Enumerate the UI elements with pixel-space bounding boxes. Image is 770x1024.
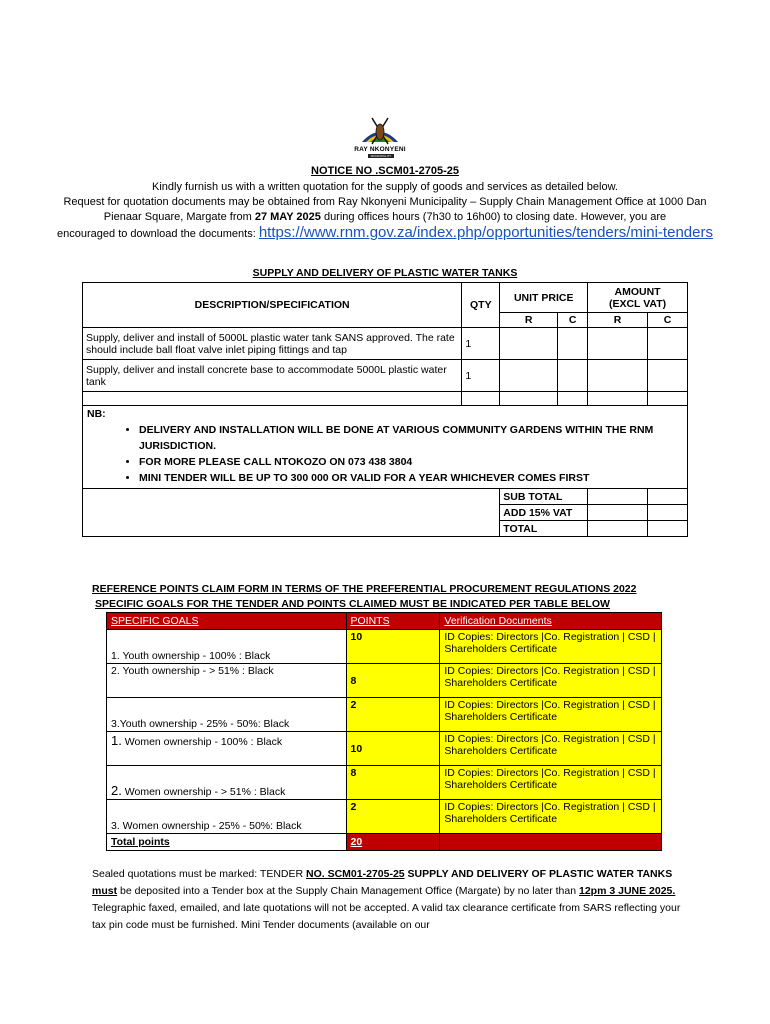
intro-text: encouraged to download the documents:: [57, 228, 259, 240]
header-amount-r: R: [588, 313, 648, 328]
header-amount-c: C: [648, 313, 688, 328]
footer-text: be deposited into a Tender box at the Supply Chain Management Office (Margate) by no later than: [117, 885, 579, 897]
points-claim-title: REFERENCE POINTS CLAIM FORM IN TERMS OF THE PREFERENTIAL PROCUREMENT REGULATIONS 2022: [92, 583, 637, 595]
goal-text: Youth ownership - > 51% : Black: [119, 665, 274, 677]
empty-cell: [83, 489, 500, 505]
goal-points: 10: [346, 732, 440, 766]
nb-item: • MINI TENDER WILL BE UP TO 300 000 OR VALID FOR A YEAR WHICHEVER COMES FIRST: [139, 470, 683, 486]
table-row: [107, 732, 662, 766]
unit-price-r-cell[interactable]: [500, 360, 558, 392]
tender-number: NO. SCM01-2705-25: [306, 868, 405, 880]
total-c-cell[interactable]: [648, 521, 688, 537]
header-description: DESCRIPTION/SPECIFICATION: [83, 283, 462, 328]
empty-cell: [83, 505, 500, 521]
goal-number: 1.: [111, 650, 120, 662]
subtotal-label: SUB TOTAL: [500, 489, 588, 505]
quote-section-title: SUPPLY AND DELIVERY OF PLASTIC WATER TANKS: [252, 267, 518, 279]
goal-text: Women ownership - > 51% : Black: [121, 786, 286, 798]
submission-instructions: [92, 866, 682, 934]
tender-title: SUPPLY AND DELIVERY OF PLASTIC WATER TANKS: [404, 868, 673, 880]
footer-text: Sealed quotations must be marked: TENDER: [92, 868, 306, 880]
header-specific-goals: SPECIFIC GOALS: [107, 613, 347, 630]
nb-label: NB:: [87, 408, 106, 420]
goal-verification: ID Copies: Directors |Co. Registration | CSD | Shareholders Certificate: [440, 732, 662, 766]
total-points-empty: [440, 834, 662, 851]
goal-text: Women ownership - 100% : Black: [121, 736, 283, 748]
start-date: 27 MAY 2025: [254, 211, 321, 223]
header-amount-line2: (EXCL VAT): [608, 297, 667, 310]
goal-description: [107, 664, 347, 698]
table-row: [107, 698, 662, 732]
empty-cell: [558, 392, 588, 406]
amount-c-cell[interactable]: [648, 360, 688, 392]
closing-date: 12pm 3 JUNE 2025.: [579, 885, 676, 897]
amount-r-cell[interactable]: [588, 360, 648, 392]
goal-text: Youth ownership - 100% : Black: [119, 650, 271, 662]
item-description: Supply, deliver and install of 5000L plastic water tank SANS approved. The rate should include ball float valve inlet piping fittings and tap: [83, 328, 462, 360]
nb-item: • FOR MORE PLEASE CALL NTOKOZO ON 073 438 3804: [139, 454, 683, 470]
goal-number: 2.: [111, 665, 120, 677]
header-unit-price: UNIT PRICE: [500, 283, 588, 313]
empty-cell: [83, 521, 500, 537]
logo-motto: MUNICIPALITY: [368, 154, 394, 158]
vat-c-cell[interactable]: [648, 505, 688, 521]
intro-text: Pienaar Square, Margate from: [103, 211, 255, 223]
vat-r-cell[interactable]: [588, 505, 648, 521]
item-description: Supply, deliver and install concrete base to accommodate 5000L plastic water tank: [83, 360, 462, 392]
goal-verification: ID Copies: Directors |Co. Registration | CSD | Shareholders Certificate: [440, 630, 662, 664]
points-claim-subtitle: SPECIFIC GOALS FOR THE TENDER AND POINTS CLAIMED MUST BE INDICATED PER TABLE BELOW: [95, 598, 610, 610]
empty-cell: [83, 392, 462, 406]
item-qty: 1: [462, 328, 500, 360]
must-text: must: [92, 885, 118, 897]
table-row: [107, 800, 662, 834]
quotation-table: [82, 282, 688, 537]
header-amount-line1: AMOUNT: [614, 285, 661, 298]
empty-cell: [500, 392, 558, 406]
table-row: [83, 328, 688, 360]
nb-notes: [83, 406, 688, 489]
unit-price-c-cell[interactable]: [558, 328, 588, 360]
total-label: TOTAL: [500, 521, 588, 537]
header-points: POINTS: [346, 613, 440, 630]
specific-goals-table: [106, 612, 662, 851]
goal-verification: ID Copies: Directors |Co. Registration | CSD | Shareholders Certificate: [440, 664, 662, 698]
amount-r-cell[interactable]: [588, 328, 648, 360]
vat-label: ADD 15% VAT: [500, 505, 588, 521]
table-row: [107, 630, 662, 664]
header-unit-c: C: [558, 313, 588, 328]
subtotal-r-cell[interactable]: [588, 489, 648, 505]
footer-text: Telegraphic faxed, emailed, and late quotations will not be accepted. A valid tax clearance certificate from SARS reflecting your tax pin code must be furnished. Mini Tender documents (available on our: [92, 902, 681, 931]
download-link[interactable]: https://www.rnm.gov.za/index.php/opportunities/tenders/mini-tenders: [258, 224, 713, 241]
goal-description: [107, 698, 347, 732]
goal-points: 10: [346, 630, 440, 664]
goal-description: [107, 800, 347, 834]
intro-line-3: [20, 210, 750, 224]
table-row: [107, 766, 662, 800]
intro-line-2: Request for quotation documents may be obtained from Ray Nkonyeni Municipality – Supply Chain Management Office at 1000 Dan: [63, 196, 707, 208]
total-points-value: 20: [346, 834, 440, 851]
unit-price-r-cell[interactable]: [500, 328, 558, 360]
empty-cell: [588, 392, 648, 406]
goal-verification: ID Copies: Directors |Co. Registration | CSD | Shareholders Certificate: [440, 800, 662, 834]
total-r-cell[interactable]: [588, 521, 648, 537]
goal-description: [107, 732, 347, 766]
goal-number: 1.: [111, 733, 122, 748]
header-qty: QTY: [462, 283, 500, 328]
table-row: [83, 360, 688, 392]
goal-points: 2: [346, 800, 440, 834]
table-row: [83, 392, 688, 406]
notice-number: NOTICE NO .SCM01-2705-25: [311, 165, 459, 177]
goal-text: Women ownership - 25% - 50%: Black: [119, 820, 302, 832]
goal-points: 2: [346, 698, 440, 732]
logo-name: RAY NKONYENI: [354, 146, 406, 153]
goal-number: 3.: [111, 718, 120, 730]
empty-cell: [462, 392, 500, 406]
intro-line-4: [20, 226, 750, 241]
intro-line-1: Kindly furnish us with a written quotation for the supply of goods and services as detailed below.: [152, 181, 618, 193]
goal-points: 8: [346, 664, 440, 698]
intro-text: during offices hours (7h30 to 16h00) to closing date. However, you are: [320, 211, 667, 223]
unit-price-c-cell[interactable]: [558, 360, 588, 392]
total-points-label: Total points: [107, 834, 347, 851]
amount-c-cell[interactable]: [648, 328, 688, 360]
goal-text: Youth ownership - 25% - 50%: Black: [119, 718, 290, 730]
header-verification: Verification Documents: [440, 613, 662, 630]
item-qty: 1: [462, 360, 500, 392]
goal-description: [107, 630, 347, 664]
goal-verification: ID Copies: Directors |Co. Registration | CSD | Shareholders Certificate: [440, 698, 662, 732]
header-amount: [588, 283, 688, 313]
nb-item: • DELIVERY AND INSTALLATION WILL BE DONE AT VARIOUS COMMUNITY GARDENS WITHIN THE RNM JURISDICTION.: [139, 422, 683, 454]
goal-verification: ID Copies: Directors |Co. Registration | CSD | Shareholders Certificate: [440, 766, 662, 800]
empty-cell: [648, 392, 688, 406]
goal-description: [107, 766, 347, 800]
goal-points: 8: [346, 766, 440, 800]
subtotal-c-cell[interactable]: [648, 489, 688, 505]
header-unit-r: R: [500, 313, 558, 328]
goal-number: 3.: [111, 820, 120, 832]
goal-number: 2.: [111, 783, 122, 798]
table-row: [107, 664, 662, 698]
